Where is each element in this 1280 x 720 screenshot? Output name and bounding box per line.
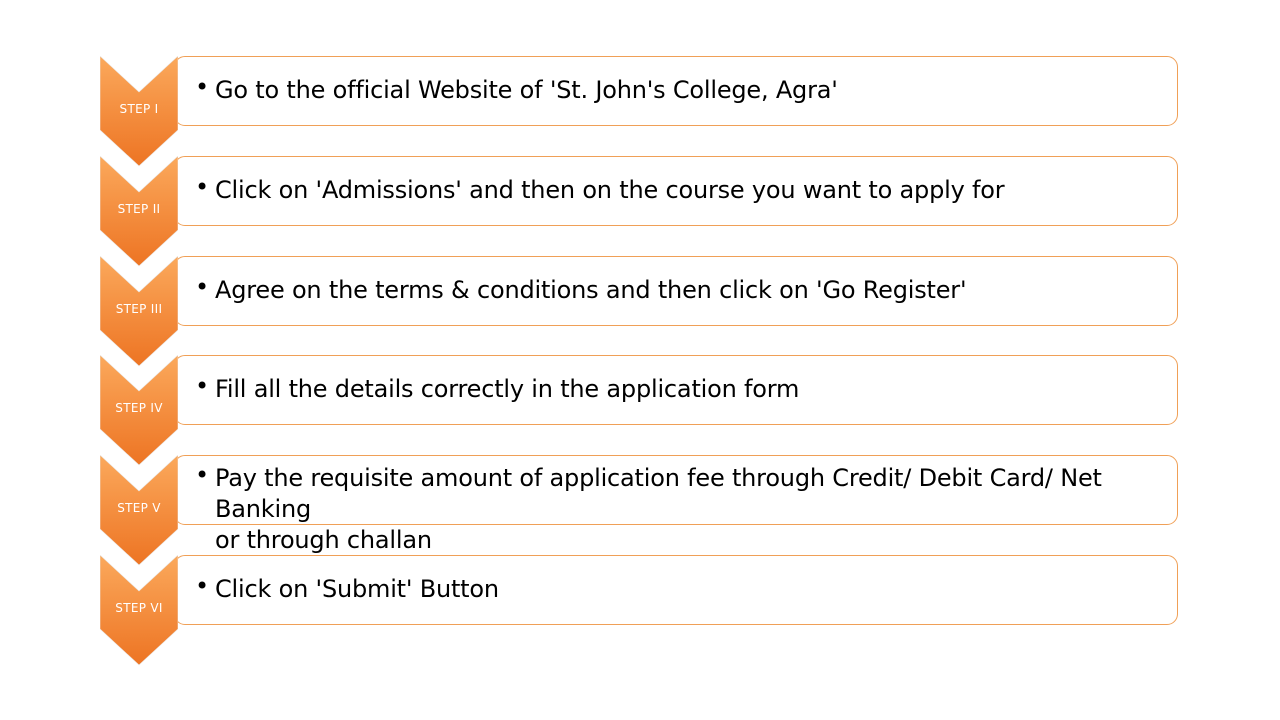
step-label: STEP I bbox=[119, 102, 159, 116]
step-text-box bbox=[174, 355, 1178, 425]
bullet-icon: • bbox=[195, 173, 210, 201]
bullet-icon: • bbox=[195, 273, 210, 301]
step-label: STEP II bbox=[117, 202, 161, 216]
step-row bbox=[100, 355, 1180, 467]
step-description-line: Pay the requisite amount of application fee through Credit/ Debit Card/ Net Banking bbox=[215, 464, 1102, 523]
step-text-box bbox=[174, 555, 1178, 625]
step-row bbox=[100, 256, 1180, 368]
step-text-box bbox=[174, 156, 1178, 226]
step-description bbox=[215, 463, 1169, 556]
step-label: STEP IV bbox=[115, 401, 163, 415]
step-description-line: Agree on the terms & conditions and then click on 'Go Register' bbox=[215, 276, 967, 304]
step-description bbox=[215, 175, 1169, 206]
step-description bbox=[215, 75, 1169, 106]
step-description bbox=[215, 574, 1169, 605]
step-label: STEP V bbox=[117, 501, 161, 515]
bullet-icon: • bbox=[195, 461, 210, 489]
step-row bbox=[100, 555, 1180, 667]
step-row bbox=[100, 455, 1180, 567]
step-description-line: Go to the official Website of 'St. John's College, Agra' bbox=[215, 76, 838, 104]
bullet-icon: • bbox=[195, 572, 210, 600]
step-description-line: Fill all the details correctly in the application form bbox=[215, 375, 800, 403]
step-description-line: or through challan bbox=[215, 526, 432, 554]
step-row bbox=[100, 156, 1180, 268]
step-label: STEP VI bbox=[115, 601, 163, 615]
bullet-icon: • bbox=[195, 372, 210, 400]
step-text-box bbox=[174, 455, 1178, 554]
step-row bbox=[100, 56, 1180, 168]
step-description bbox=[215, 275, 1169, 306]
step-text-box bbox=[174, 256, 1178, 326]
step-description-line: Click on 'Admissions' and then on the course you want to apply for bbox=[215, 176, 1005, 204]
step-description bbox=[215, 374, 1169, 405]
step-description-line: Click on 'Submit' Button bbox=[215, 575, 499, 603]
bullet-icon: • bbox=[195, 73, 210, 101]
step-label: STEP III bbox=[115, 302, 163, 316]
step-text-box bbox=[174, 56, 1178, 126]
